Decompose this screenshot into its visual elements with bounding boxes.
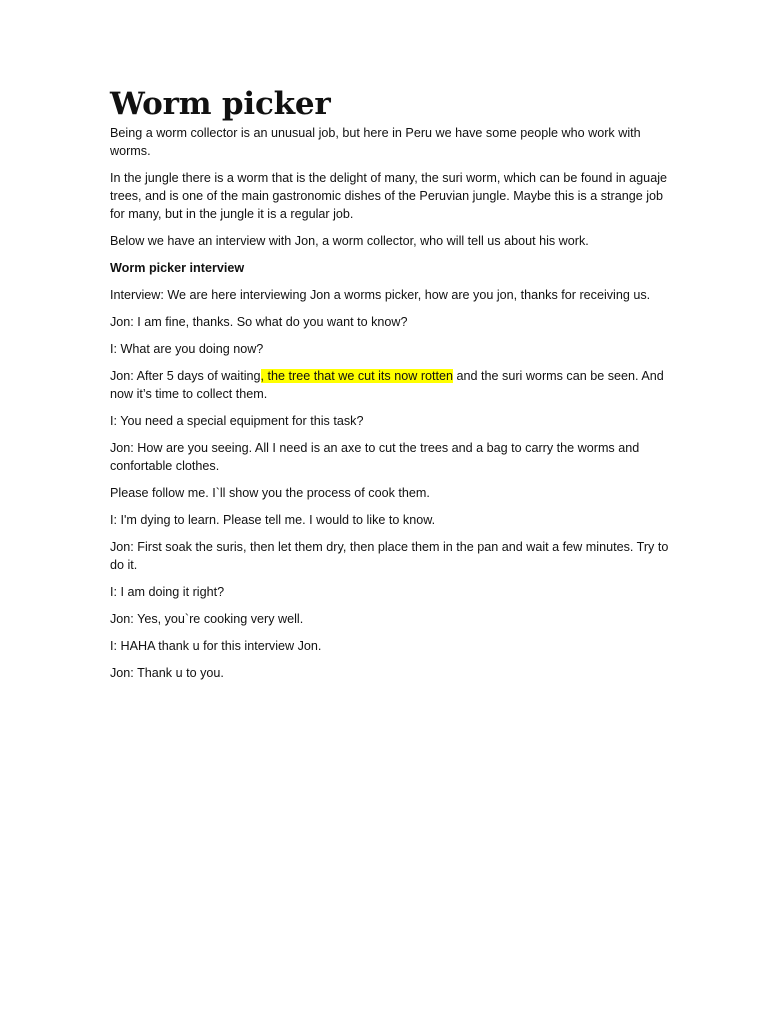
intro-paragraph: Being a worm collector is an unusual job, but here in Peru we have some people who work with worms. (110, 126, 641, 158)
interview-line: I: You need a special equipment for this task? (110, 414, 364, 428)
interview-line: I: What are you doing now? (110, 342, 264, 356)
highlighted-text: , the tree that we cut its now rotten (260, 369, 454, 383)
interview-line: I: HAHA thank u for this interview Jon. (110, 639, 322, 653)
jungle-paragraph: In the jungle there is a worm that is the delight of many, the suri worm, which can be found in aguaje trees, and is one of the main gastronomic dishes of the Peruvian jungle. Maybe this is a strange job for many, but in the jungle it is a regular job. (110, 171, 667, 221)
interview-intro-paragraph: Below we have an interview with Jon, a worm collector, who will tell us about his work. (110, 234, 589, 248)
interview-line: Please follow me. I`ll show you the process of cook them. (110, 486, 430, 500)
interview-line-start: Jon: After 5 days of waiting (110, 369, 261, 383)
interview-line: Jon: Thank u to you. (110, 666, 224, 680)
interview-line: Interview: We are here interviewing Jon a worms picker, how are you jon, thanks for receiving us. (110, 288, 651, 302)
interview-heading: Worm picker interview (110, 261, 245, 275)
interview-line: Jon: I am fine, thanks. So what do you want to know? (110, 315, 408, 329)
interview-line-highlighted (110, 367, 672, 403)
interview-line: I: I am doing it right? (110, 585, 225, 599)
interview-line: Jon: Yes, you`re cooking very well. (110, 612, 304, 626)
interview-line: Jon: First soak the suris, then let them dry, then place them in the pan and wait a few minutes. Try to do it. (110, 540, 669, 572)
document-title: Worm picker (110, 86, 331, 122)
interview-line: Jon: How are you seeing. All I need is an axe to cut the trees and a bag to carry the worms and confortable clothes. (110, 441, 640, 473)
interview-line-end: and the suri worms can be seen. And now it’s time to collect them. (110, 369, 664, 401)
interview-line: I: I'm dying to learn. Please tell me. I would to like to know. (110, 513, 436, 527)
